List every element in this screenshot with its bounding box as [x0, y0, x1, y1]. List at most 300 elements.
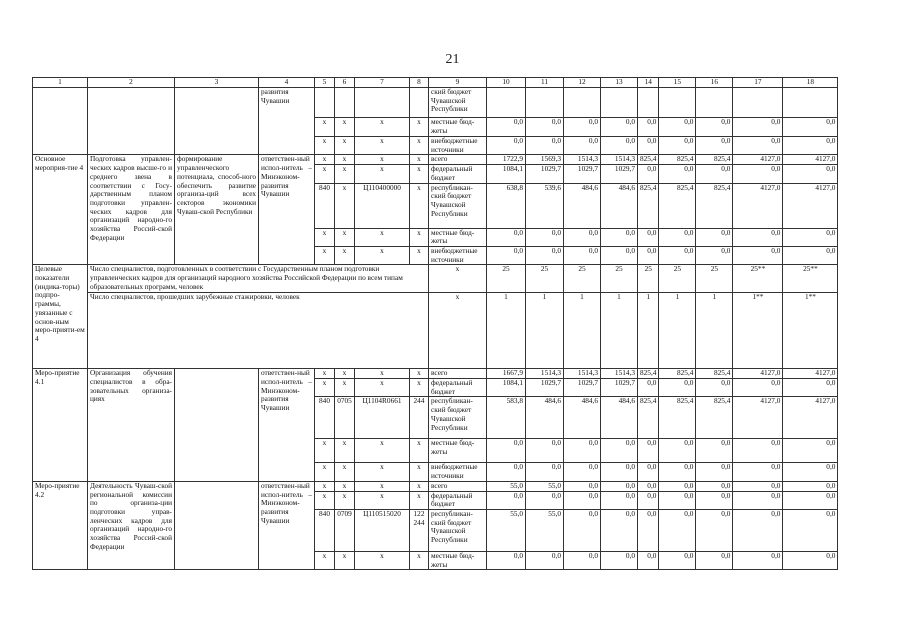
x-mark-cell: x [315, 155, 335, 165]
value-cell: 0,0 [601, 118, 638, 137]
source-cell: всего [429, 481, 487, 491]
source-cell: республикан-ский бюджет Чувашской Республики [429, 509, 487, 551]
x-mark-cell: x [355, 481, 410, 491]
activity-name-cell: Основное мероприя-тие 4 [33, 155, 88, 265]
value-cell: 4127,0 [783, 369, 838, 379]
value-cell: 1514,3 [564, 155, 601, 165]
value-cell: 825,4 [696, 155, 733, 165]
value-cell: 0,0 [638, 481, 659, 491]
value-cell: 0,0 [526, 246, 564, 264]
value-cell: 0,0 [696, 481, 733, 491]
value-cell: 0,0 [783, 379, 838, 397]
value-cell: 0,0 [638, 509, 659, 551]
value-cell: 0,0 [526, 551, 564, 569]
value-cell: 0,0 [783, 463, 838, 481]
column-number-cell: 2 [88, 78, 175, 88]
value-cell: 25** [783, 265, 838, 293]
value-cell: 4127,0 [733, 369, 783, 379]
value-cell: 0,0 [638, 379, 659, 397]
value-cell: 0,0 [696, 246, 733, 264]
value-cell: 4127,0 [783, 397, 838, 439]
empty-cell [175, 481, 259, 570]
value-cell: 25 [526, 265, 564, 293]
value-cell: 0,0 [696, 379, 733, 397]
value-cell: 0,0 [696, 165, 733, 183]
value-cell: 0,0 [696, 551, 733, 569]
value-cell: 25** [733, 265, 783, 293]
value-cell: 0,0 [526, 118, 564, 137]
value-cell: 0,0 [638, 228, 659, 246]
x-mark-cell: x [315, 481, 335, 491]
x-mark-cell: x [355, 165, 410, 183]
value-cell: 0,0 [783, 165, 838, 183]
value-cell: 0,0 [696, 118, 733, 137]
value-cell: 4127,0 [733, 183, 783, 228]
value-cell: 0,0 [487, 439, 526, 463]
value-cell: 1** [783, 293, 838, 369]
value-cell: 1** [733, 293, 783, 369]
x-mark-cell: x [355, 137, 410, 155]
value-cell: 25 [696, 265, 733, 293]
value-cell: 1029,7 [526, 165, 564, 183]
value-cell: 0,0 [659, 379, 696, 397]
x-mark-cell: x [335, 228, 355, 246]
activity-row [33, 369, 838, 379]
responsible-cell: развития Чувашии [259, 88, 315, 155]
grbs-code-cell: 840 [315, 397, 335, 439]
value-cell: 0,0 [733, 439, 783, 463]
value-cell: 1514,3 [601, 155, 638, 165]
indicator-text-cell: Число специалистов, прошедших зарубежные стажировки, человек [88, 293, 429, 369]
column-number-cell: 7 [355, 78, 410, 88]
value-cell: 0,0 [783, 118, 838, 137]
x-mark-cell: x [410, 481, 429, 491]
column-number-cell: 15 [659, 78, 696, 88]
value-cell: 0,0 [638, 463, 659, 481]
x-mark-cell: x [410, 137, 429, 155]
value-cell: 25 [638, 265, 659, 293]
activity-row [33, 481, 838, 491]
value-cell: 0,0 [638, 491, 659, 509]
value-cell: 0,0 [487, 228, 526, 246]
value-cell: 0,0 [526, 491, 564, 509]
x-mark-cell: x [315, 246, 335, 264]
empty-cell [659, 88, 696, 118]
value-cell: 825,4 [659, 155, 696, 165]
value-cell: 0,0 [783, 491, 838, 509]
value-cell: 0,0 [733, 463, 783, 481]
empty-cell [335, 88, 355, 118]
value-cell: 1084,1 [487, 165, 526, 183]
value-cell: 1 [638, 293, 659, 369]
value-cell: 0,0 [526, 228, 564, 246]
empty-cell [638, 88, 659, 118]
value-cell: 0,0 [526, 439, 564, 463]
grbs-code-cell: 840 [315, 183, 335, 228]
value-cell: 638,8 [487, 183, 526, 228]
source-cell: федеральный бюджет [429, 379, 487, 397]
activity-row [33, 155, 838, 165]
value-cell: 0,0 [564, 228, 601, 246]
value-cell: 484,6 [601, 397, 638, 439]
x-mark-cell: x [315, 137, 335, 155]
value-cell: 0,0 [526, 463, 564, 481]
source-cell: местные бюд-жеты [429, 551, 487, 569]
rz-code-cell: 0705 [335, 397, 355, 439]
value-cell: 0,0 [487, 491, 526, 509]
value-cell: 0,0 [564, 137, 601, 155]
csr-code-cell: Ц110400000 [355, 183, 410, 228]
value-cell: 55,0 [526, 481, 564, 491]
value-cell: 55,0 [487, 509, 526, 551]
x-mark-cell: x [335, 165, 355, 183]
value-cell: 0,0 [659, 165, 696, 183]
value-cell: 1029,7 [601, 165, 638, 183]
empty-cell [783, 88, 838, 118]
x-mark-cell: x [315, 228, 335, 246]
value-cell: 55,0 [526, 509, 564, 551]
value-cell: 0,0 [564, 463, 601, 481]
column-number-cell: 18 [783, 78, 838, 88]
value-cell: 0,0 [487, 118, 526, 137]
source-cell: местные бюд-жеты [429, 439, 487, 463]
rz-code-cell: x [335, 183, 355, 228]
value-cell: 0,0 [487, 551, 526, 569]
value-cell: 0,0 [564, 491, 601, 509]
value-cell: 0,0 [696, 509, 733, 551]
x-mark-cell: x [355, 155, 410, 165]
column-number-cell: 8 [410, 78, 429, 88]
value-cell: 825,4 [696, 183, 733, 228]
value-cell: 0,0 [564, 439, 601, 463]
value-cell: 0,0 [659, 551, 696, 569]
x-mark-cell: x [315, 165, 335, 183]
x-mark-cell: x [315, 551, 335, 569]
activity-name-cell: Меро-приятие 4.2 [33, 481, 88, 570]
value-cell: 0,0 [564, 509, 601, 551]
value-cell: 0,0 [487, 137, 526, 155]
value-cell: 1029,7 [564, 379, 601, 397]
x-mark-cell: x [335, 439, 355, 463]
value-cell: 0,0 [733, 491, 783, 509]
value-cell: 0,0 [601, 509, 638, 551]
value-cell: 0,0 [696, 228, 733, 246]
value-cell: 1 [526, 293, 564, 369]
indicator-text-cell: Число специалистов, подготовленных в соответствии с Государственным планом подготовки управленческих кадров для организаций народного хозяйства Российской Федерации по всем типам образовательных программ, человек [88, 265, 429, 293]
value-cell: 0,0 [733, 246, 783, 264]
x-mark-cell: x [410, 379, 429, 397]
column-number-cell: 9 [429, 78, 487, 88]
value-cell: 484,6 [564, 183, 601, 228]
page-number: 21 [445, 52, 460, 67]
column-number-cell: 16 [696, 78, 733, 88]
value-cell: 0,0 [601, 551, 638, 569]
x-mark-cell: x [355, 379, 410, 397]
value-cell: 25 [659, 265, 696, 293]
x-mark-cell: x [335, 118, 355, 137]
value-cell: 0,0 [601, 246, 638, 264]
value-cell: 1084,1 [487, 379, 526, 397]
empty-cell [601, 88, 638, 118]
indicator-row [33, 293, 838, 369]
value-cell: 583,8 [487, 397, 526, 439]
source-cell: внебюджетные источники [429, 246, 487, 264]
value-cell: 4127,0 [733, 155, 783, 165]
value-cell: 1029,7 [564, 165, 601, 183]
vr-code-cell: 244 [410, 397, 429, 439]
value-cell: 0,0 [733, 481, 783, 491]
value-cell: 825,4 [659, 369, 696, 379]
value-cell: 1 [696, 293, 733, 369]
responsible-cell: ответствен-ный испол-нитель – Минэконом-развития Чувашии [259, 155, 315, 265]
x-mark-cell: x [335, 379, 355, 397]
value-cell: 0,0 [733, 118, 783, 137]
source-cell: местные бюд-жеты [429, 228, 487, 246]
value-cell: 0,0 [638, 246, 659, 264]
value-cell: 1514,3 [564, 369, 601, 379]
x-mark-cell: x [410, 369, 429, 379]
value-cell: 0,0 [659, 137, 696, 155]
value-cell: 0,0 [638, 137, 659, 155]
x-mark-cell: x [335, 155, 355, 165]
grbs-code-cell: 840 [315, 509, 335, 551]
value-cell: 0,0 [601, 463, 638, 481]
x-mark-cell: x [315, 463, 335, 481]
x-mark-cell: x [355, 228, 410, 246]
value-cell: 0,0 [487, 246, 526, 264]
column-number-cell: 6 [335, 78, 355, 88]
x-mark-cell: x [410, 118, 429, 137]
value-cell: 0,0 [526, 137, 564, 155]
x-mark-cell: x [429, 293, 487, 369]
x-mark-cell: x [335, 246, 355, 264]
empty-cell [487, 88, 526, 118]
source-cell: республикан-ский бюджет Чувашской Республики [429, 397, 487, 439]
empty-cell [33, 88, 88, 155]
value-cell: 0,0 [783, 137, 838, 155]
value-cell: 484,6 [601, 183, 638, 228]
value-cell: 0,0 [783, 481, 838, 491]
value-cell: 825,4 [638, 155, 659, 165]
value-cell: 1514,3 [526, 369, 564, 379]
source-cell: всего [429, 369, 487, 379]
value-cell: 0,0 [783, 228, 838, 246]
value-cell: 0,0 [733, 379, 783, 397]
column-number-cell: 11 [526, 78, 564, 88]
value-cell: 1029,7 [526, 379, 564, 397]
column-number-cell: 4 [259, 78, 315, 88]
responsible-cell: ответствен-ный испол-нитель – Минэконом-развития Чувашии [259, 481, 315, 570]
x-mark-cell: x [355, 118, 410, 137]
value-cell: 0,0 [659, 246, 696, 264]
value-cell: 0,0 [638, 118, 659, 137]
x-mark-cell: x [355, 246, 410, 264]
value-cell: 0,0 [659, 509, 696, 551]
value-cell: 825,4 [696, 397, 733, 439]
vr-code-cell: x [410, 183, 429, 228]
value-cell: 0,0 [696, 439, 733, 463]
empty-cell [88, 88, 175, 155]
x-mark-cell: x [410, 439, 429, 463]
value-cell: 0,0 [601, 481, 638, 491]
column-number-cell: 14 [638, 78, 659, 88]
empty-cell [733, 88, 783, 118]
value-cell: 825,4 [696, 369, 733, 379]
value-cell: 0,0 [659, 228, 696, 246]
targets-label-cell: Целевые показатели (индика-торы) подпро-граммы, увязанные с основ-ным меро-прияти-ем 4 [33, 265, 88, 369]
value-cell: 25 [601, 265, 638, 293]
column-number-cell: 12 [564, 78, 601, 88]
value-cell: 0,0 [564, 246, 601, 264]
value-cell: 825,4 [638, 397, 659, 439]
fragment-row [33, 88, 838, 118]
source-cell: ский бюджет Чувашской Республики [429, 88, 487, 118]
value-cell: 0,0 [696, 137, 733, 155]
activity-name-cell: Меро-приятие 4.1 [33, 369, 88, 482]
value-cell: 0,0 [733, 137, 783, 155]
value-cell: 539,6 [526, 183, 564, 228]
column-number-cell: 5 [315, 78, 335, 88]
source-cell: всего [429, 155, 487, 165]
value-cell: 1 [487, 293, 526, 369]
value-cell: 0,0 [564, 118, 601, 137]
x-mark-cell: x [335, 369, 355, 379]
value-cell: 825,4 [638, 369, 659, 379]
x-mark-cell: x [410, 246, 429, 264]
source-cell: внебюджетные источники [429, 137, 487, 155]
value-cell: 25 [487, 265, 526, 293]
value-cell: 0,0 [601, 491, 638, 509]
value-cell: 0,0 [601, 137, 638, 155]
x-mark-cell: x [315, 118, 335, 137]
value-cell: 4127,0 [783, 183, 838, 228]
vr-code-cell: 122 244 [410, 509, 429, 551]
value-cell: 0,0 [733, 165, 783, 183]
x-mark-cell: x [315, 491, 335, 509]
value-cell: 0,0 [696, 491, 733, 509]
column-number-cell: 17 [733, 78, 783, 88]
value-cell: 4127,0 [783, 155, 838, 165]
value-cell: 484,6 [564, 397, 601, 439]
value-cell: 0,0 [783, 551, 838, 569]
source-cell: республикан-ский бюджет Чувашской Республики [429, 183, 487, 228]
value-cell: 825,4 [659, 397, 696, 439]
x-mark-cell: x [355, 439, 410, 463]
activity-description-cell: Организация обучения специалистов в обра-зовательных организа-циях [88, 369, 175, 482]
value-cell: 1667,9 [487, 369, 526, 379]
x-mark-cell: x [335, 137, 355, 155]
value-cell: 25 [564, 265, 601, 293]
value-cell: 1722,9 [487, 155, 526, 165]
value-cell: 0,0 [638, 551, 659, 569]
value-cell: 0,0 [659, 491, 696, 509]
x-mark-cell: x [355, 369, 410, 379]
value-cell: 825,4 [659, 183, 696, 228]
x-mark-cell: x [315, 369, 335, 379]
value-cell: 1569,3 [526, 155, 564, 165]
value-cell: 0,0 [487, 463, 526, 481]
value-cell: 0,0 [733, 228, 783, 246]
value-cell: 0,0 [659, 481, 696, 491]
value-cell: 0,0 [783, 509, 838, 551]
x-mark-cell: x [429, 265, 487, 293]
source-cell: внебюджетные источники [429, 463, 487, 481]
value-cell: 825,4 [638, 183, 659, 228]
value-cell: 55,0 [487, 481, 526, 491]
x-mark-cell: x [410, 491, 429, 509]
x-mark-cell: x [315, 379, 335, 397]
value-cell: 0,0 [659, 118, 696, 137]
x-mark-cell: x [335, 551, 355, 569]
activity-goal-cell: формирование управленческого потенциала, способ-ного обеспечить развитие организа-ций всех секторов экономики Чуваш-ской Республики [175, 155, 259, 265]
empty-cell [526, 88, 564, 118]
value-cell: 0,0 [638, 165, 659, 183]
x-mark-cell: x [410, 155, 429, 165]
value-cell: 0,0 [696, 463, 733, 481]
x-mark-cell: x [410, 228, 429, 246]
value-cell: 0,0 [783, 439, 838, 463]
value-cell: 0,0 [783, 246, 838, 264]
x-mark-cell: x [355, 551, 410, 569]
x-mark-cell: x [410, 463, 429, 481]
activity-description-cell: Деятельность Чуваш-ской региональной комиссии по организа-ции подготовки управ-ленческих кадров для организаций народно-го хозяйства Россий-ской Федерации [88, 481, 175, 570]
value-cell: 0,0 [564, 551, 601, 569]
budget-table [32, 77, 838, 570]
value-cell: 1 [601, 293, 638, 369]
value-cell: 0,0 [601, 439, 638, 463]
value-cell: 0,0 [659, 439, 696, 463]
empty-cell [175, 369, 259, 482]
x-mark-cell: x [410, 551, 429, 569]
value-cell: 0,0 [733, 509, 783, 551]
value-cell: 1029,7 [601, 379, 638, 397]
value-cell: 1 [564, 293, 601, 369]
responsible-cell: ответствен-ный испол-нитель – Минэконом-развития Чувашии [259, 369, 315, 482]
value-cell: 0,0 [601, 228, 638, 246]
empty-cell [564, 88, 601, 118]
column-number-cell: 13 [601, 78, 638, 88]
value-cell: 4127,0 [733, 397, 783, 439]
value-cell: 1514,3 [601, 369, 638, 379]
x-mark-cell: x [355, 463, 410, 481]
rz-code-cell: 0709 [335, 509, 355, 551]
value-cell: 0,0 [638, 439, 659, 463]
table-body [33, 78, 838, 570]
empty-cell [696, 88, 733, 118]
source-cell: федеральный бюджет [429, 165, 487, 183]
column-number-cell: 10 [487, 78, 526, 88]
value-cell: 1 [659, 293, 696, 369]
column-number-cell: 1 [33, 78, 88, 88]
column-number-cell: 3 [175, 78, 259, 88]
source-cell: местные бюд-жеты [429, 118, 487, 137]
empty-cell [355, 88, 410, 118]
header-row [33, 78, 838, 88]
empty-cell [410, 88, 429, 118]
csr-code-cell: Ц110515020 [355, 509, 410, 551]
x-mark-cell: x [410, 165, 429, 183]
value-cell: 0,0 [733, 551, 783, 569]
x-mark-cell: x [315, 439, 335, 463]
csr-code-cell: Ц1104R0661 [355, 397, 410, 439]
empty-cell [175, 88, 259, 155]
indicator-row [33, 265, 838, 293]
value-cell: 0,0 [659, 463, 696, 481]
x-mark-cell: x [335, 491, 355, 509]
activity-description-cell: Подготовка управлен-ческих кадров высше-го и среднего звена в соответствии с Госу-дарственным планом подготовки управлен-ческих кадров для организаций народно-го хозяйства Россий-ской Федерации [88, 155, 175, 265]
x-mark-cell: x [355, 491, 410, 509]
x-mark-cell: x [335, 463, 355, 481]
